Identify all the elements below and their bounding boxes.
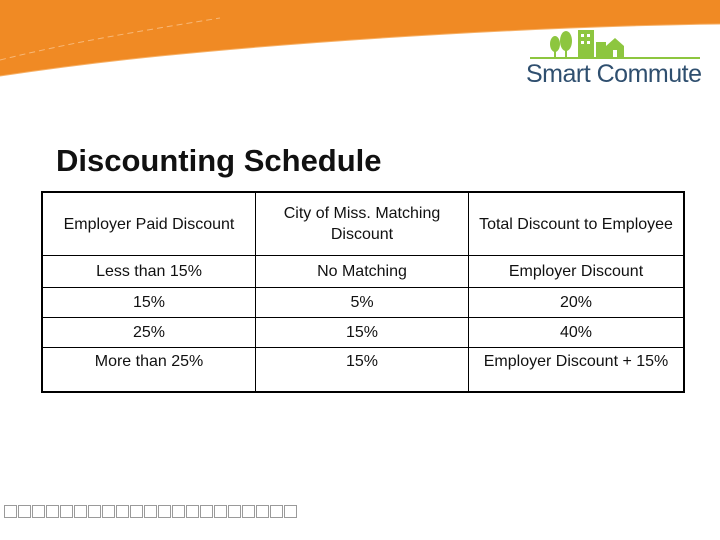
table-cell: Less than 15%: [42, 256, 256, 288]
decor-square: [60, 505, 73, 518]
decor-square: [242, 505, 255, 518]
decor-square: [228, 505, 241, 518]
table-cell: 5%: [256, 288, 469, 318]
table-cell: No Matching: [256, 256, 469, 288]
table-cell: Employer Discount + 15%: [469, 348, 685, 393]
footer-decoration: [4, 505, 298, 518]
table-cell: 40%: [469, 318, 685, 348]
decor-square: [88, 505, 101, 518]
logo-wordmark: Smart Commute: [526, 60, 702, 88]
decor-square: [130, 505, 143, 518]
decor-square: [270, 505, 283, 518]
decor-square: [116, 505, 129, 518]
decor-square: [172, 505, 185, 518]
table-cell: More than 25%: [42, 348, 256, 393]
decor-square: [256, 505, 269, 518]
decor-square: [32, 505, 45, 518]
table-row: [42, 256, 684, 288]
decor-square: [284, 505, 297, 518]
column-header: Employer Paid Discount: [63, 215, 235, 233]
smart-commute-logo: [520, 26, 710, 98]
decor-square: [186, 505, 199, 518]
page-title: Discounting Schedule: [56, 143, 382, 178]
table-cell: Employer Discount: [469, 256, 685, 288]
table-cell: 25%: [42, 318, 256, 348]
decor-square: [158, 505, 171, 518]
decor-square: [4, 505, 17, 518]
decor-square: [102, 505, 115, 518]
decor-square: [46, 505, 59, 518]
table-row: [42, 318, 684, 348]
table-header-row: [42, 192, 684, 256]
column-header: Total Discount to Employee: [469, 192, 685, 256]
discount-table: [41, 191, 685, 393]
decor-square: [74, 505, 87, 518]
table-cell: 20%: [469, 288, 685, 318]
decor-square: [200, 505, 213, 518]
table-cell: 15%: [42, 288, 256, 318]
table-cell: 15%: [256, 348, 469, 393]
column-header: City of Miss. Matching Discount: [256, 192, 469, 256]
decor-square: [214, 505, 227, 518]
decor-square: [144, 505, 157, 518]
table-row: [42, 288, 684, 318]
table-row: [42, 348, 684, 393]
decor-square: [18, 505, 31, 518]
table-cell: 15%: [256, 318, 469, 348]
